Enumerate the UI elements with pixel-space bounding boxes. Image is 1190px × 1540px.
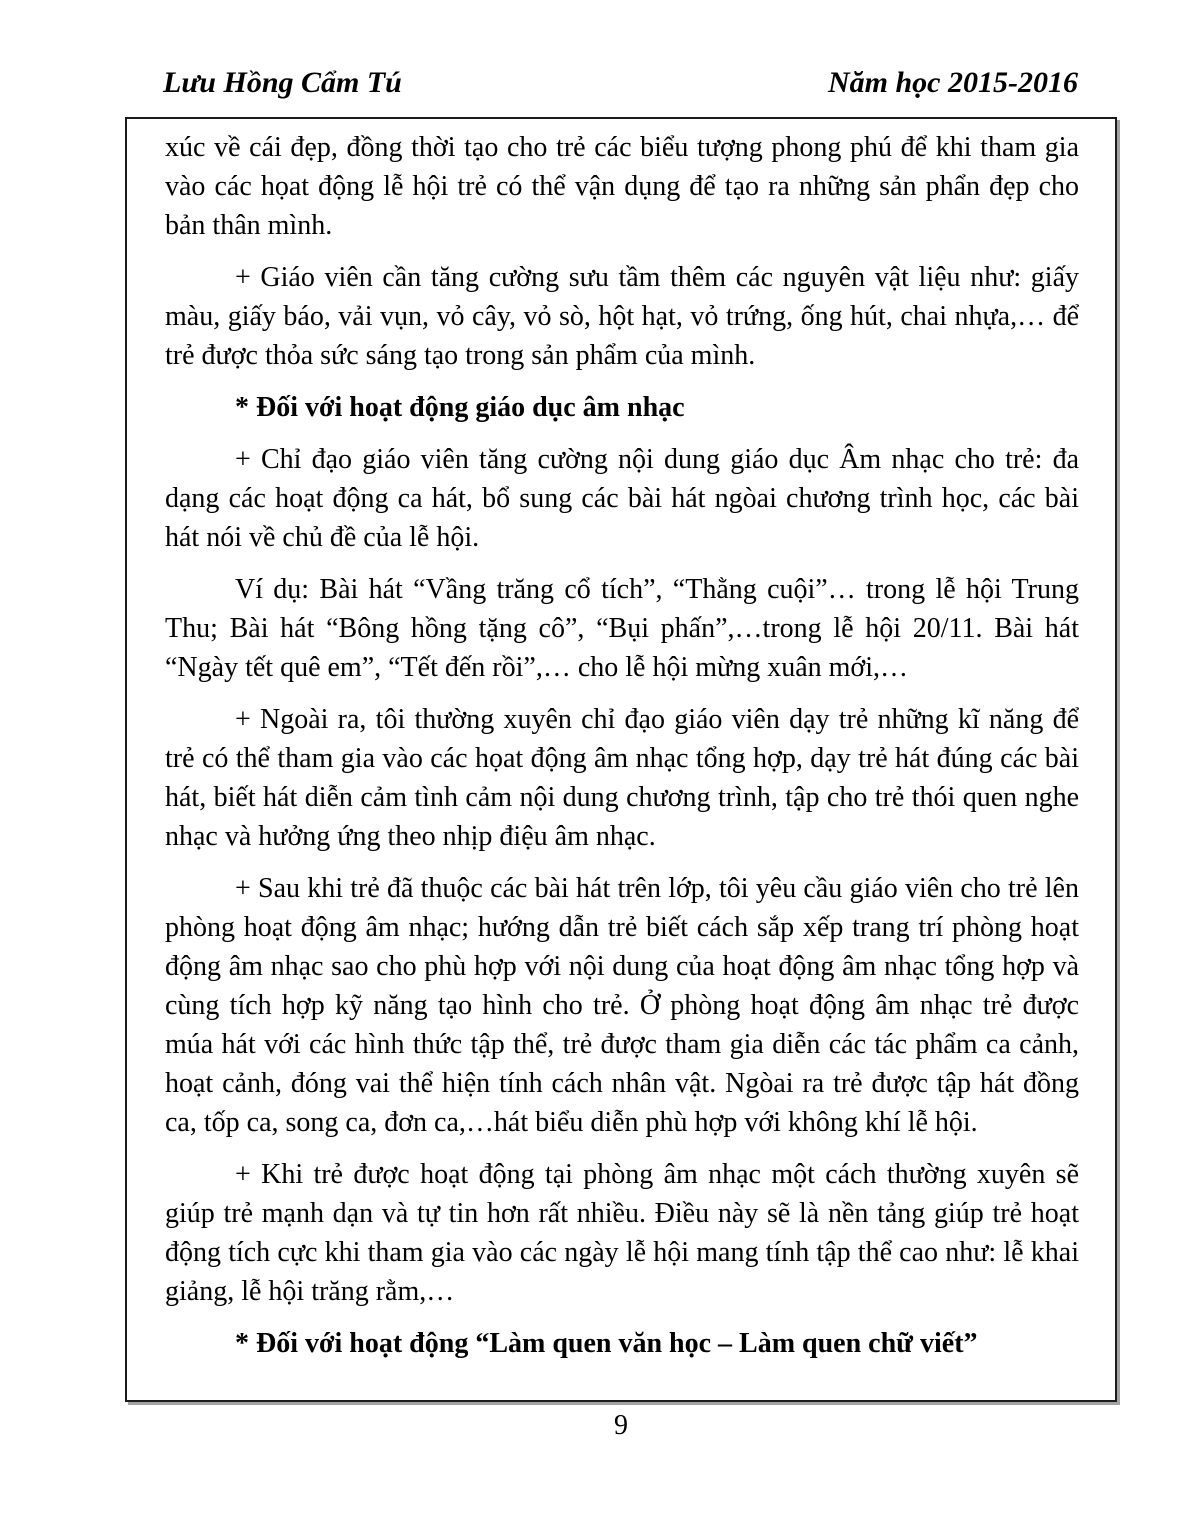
document-body [165, 128, 1079, 1363]
section-heading: * Đối với hoạt động “Làm quen văn học – Làm quen chữ viết” [235, 1328, 978, 1359]
paragraph: + Sau khi trẻ đã thuộc các bài hát trên lớp, tôi yêu cầu giáo viên cho trẻ lên phòng hoạt động âm nhạc; hướng dẫn trẻ biết cách sắp xếp trang trí phòng hoạt động âm nhạc sao cho phù hợp với nội dung của hoạt động âm nhạc tổng hợp và cùng tích hợp kỹ năng tạo hình cho trẻ. Ở phòng hoạt động âm nhạc trẻ được múa hát với các hình thức tập thể, trẻ được tham gia diễn các tác phẩm ca cảnh, hoạt cảnh, đóng vai thể hiện tính cách nhân vật. Ngòai ra trẻ được tập hát đồng ca, tốp ca, song ca, đơn ca,…hát biểu diễn phù hợp với không khí lễ hội. [165, 873, 1079, 1138]
page-number: 9 [614, 1410, 628, 1441]
paragraph: + Ngoài ra, tôi thường xuyên chỉ đạo giáo viên dạy trẻ những kĩ năng để trẻ có thể tham gia vào các họat động âm nhạc tổng hợp, dạy trẻ hát đúng các bài hát, biết hát diễn cảm tình cảm nội dung chương trình, tập cho trẻ thói quen nghe nhạc và hưởng ứng theo nhịp điệu âm nhạc. [165, 704, 1079, 852]
content-border-box [125, 117, 1117, 1402]
paragraph: Ví dụ: Bài hát “Vầng trăng cổ tích”, “Thằng cuội”… trong lễ hội Trung Thu; Bài hát “Bông hồng tặng cô”, “Bụi phấn”,…trong lễ hội 20/11. Bài hát “Ngày tết quê em”, “Tết đến rồi”,… cho lễ hội mừng xuân mới,… [165, 574, 1079, 683]
paragraph: xúc về cái đẹp, đồng thời tạo cho trẻ các biểu tượng phong phú để khi tham gia vào các họat động lễ hội trẻ có thể vận dụng để tạo ra những sản phẩn đẹp cho bản thân mình. [165, 132, 1079, 241]
header-author: Lưu Hồng Cẩm Tú [163, 66, 402, 99]
page-header [163, 66, 1078, 100]
page-footer [125, 1410, 1117, 1442]
section-heading: * Đối với hoạt động giáo dục âm nhạc [235, 392, 685, 423]
paragraph: + Giáo viên cần tăng cường sưu tầm thêm các nguyên vật liệu như: giấy màu, giấy báo, vải vụn, vỏ cây, vỏ sò, hột hạt, vỏ trứng, ống hút, chai nhựa,… để trẻ được thỏa sức sáng tạo trong sản phẩm của mình. [165, 262, 1079, 371]
paragraph: + Khi trẻ được hoạt động tại phòng âm nhạc một cách thường xuyên sẽ giúp trẻ mạnh dạn và tự tin hơn rất nhiều. Điều này sẽ là nền tảng giúp trẻ hoạt động tích cực khi tham gia vào các ngày lễ hội mang tính tập thể cao như: lễ khai giảng, lễ hội trăng rằm,… [165, 1159, 1079, 1307]
header-school-year: Năm học 2015-2016 [828, 66, 1078, 99]
paragraph: + Chỉ đạo giáo viên tăng cường nội dung giáo dục Âm nhạc cho trẻ: đa dạng các hoạt động ca hát, bổ sung các bài hát ngòai chương trình học, các bài hát nói về chủ đề của lễ hội. [165, 444, 1079, 553]
